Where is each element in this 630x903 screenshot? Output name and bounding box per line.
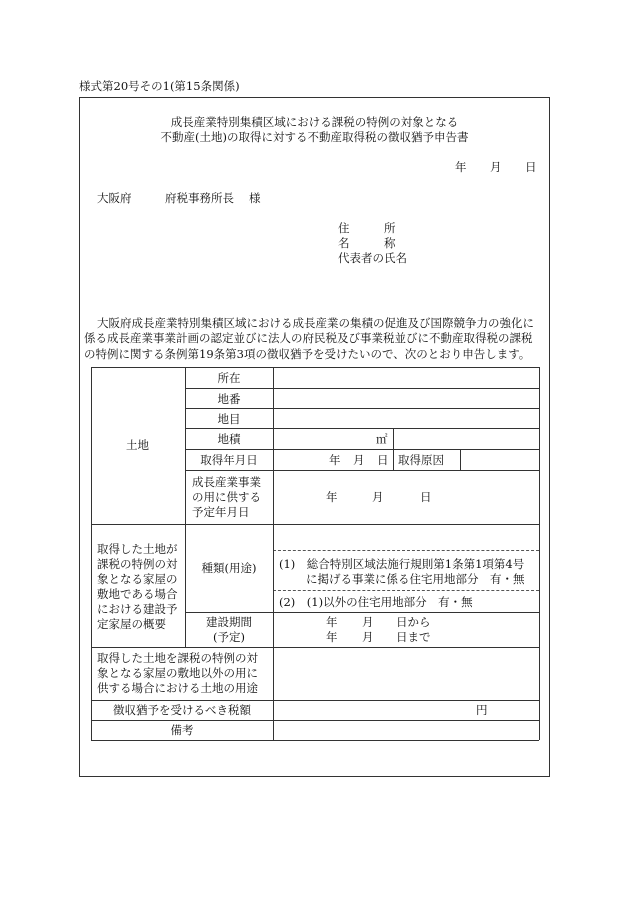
form-number: 様式第20号その1(第15条関係) <box>79 79 240 93</box>
land-label: 土地 <box>126 438 149 452</box>
area-label: 地積 <box>217 432 241 446</box>
planned-year: 年 <box>326 490 338 504</box>
acq-day: 日 <box>377 453 389 467</box>
lot-number-label: 地番 <box>217 392 241 406</box>
building-outline-line3: 象となる家屋の <box>97 572 178 586</box>
other-use-line1: 取得した土地を課税の特例の対 <box>97 651 258 665</box>
applicant-address-label: 住 所 <box>338 221 396 235</box>
yen-unit: 円 <box>476 703 488 717</box>
acquisition-date-label: 取得年月日 <box>200 453 258 467</box>
location-label: 所在 <box>217 371 241 385</box>
date-year: 年 <box>455 160 467 174</box>
type-label: 種類(用途) <box>201 561 257 575</box>
date-month: 月 <box>490 160 502 174</box>
body-line3: の特例に関する条例第19条第3項の徴収猶予を受けたいので、次のとおり申告します。 <box>84 347 531 361</box>
construction-period-line2: (予定) <box>213 630 245 644</box>
applicant-rep-label: 代表者の氏名 <box>338 251 407 265</box>
period-to-month: 月 <box>362 630 374 644</box>
title-line1: 成長産業特別集積区域における課税の特例の対象となる <box>170 115 459 129</box>
deferred-tax-label: 徴収猶予を受けるべき税額 <box>113 703 251 717</box>
building-outline-line4: 敷地である場合 <box>97 587 178 601</box>
date-day: 日 <box>525 160 537 174</box>
applicant-name-label: 名 称 <box>338 236 396 250</box>
planned-day: 日 <box>420 490 432 504</box>
period-to-suffix: 日まで <box>396 630 431 644</box>
building-outline-line6: 定家屋の概要 <box>97 617 166 631</box>
title-line2: 不動産(土地)の取得に対する不動産取得税の徴収猶予申告書 <box>160 130 469 144</box>
acq-month: 月 <box>353 453 365 467</box>
planned-use-date-line2: の用に供する <box>192 490 261 504</box>
type-option1-line1: (1) 総合特別区域法施行規則第1条第1項第4号 <box>279 557 525 571</box>
period-from-year: 年 <box>326 615 338 629</box>
planned-use-date-line3: 予定年月日 <box>192 505 250 519</box>
remarks-label: 備考 <box>170 723 194 737</box>
period-to-year: 年 <box>326 630 338 644</box>
period-from-suffix: 日から <box>396 615 431 629</box>
body-line1: 大阪府成長産業特別集積区域における成長産業の集積の促進及び国際競争力の強化に <box>97 316 534 330</box>
building-outline-line2: 課税の特例の対 <box>97 557 178 571</box>
building-outline-line1: 取得した土地が <box>97 542 178 556</box>
addressee-office: 府税事務所長 <box>165 191 234 205</box>
other-use-line2: 象となる家屋の敷地以外の用に <box>97 666 258 680</box>
type-option2: (2) (1)以外の住宅用地部分 有・無 <box>279 595 473 609</box>
body-line2: 係る成長産業事業計画の認定並びに法人の府民税及び事業税並びに不動産取得税の課税 <box>84 331 533 345</box>
area-unit: ㎡ <box>376 432 388 446</box>
period-from-month: 月 <box>362 615 374 629</box>
addressee-honorific: 様 <box>249 191 261 205</box>
planned-use-date-line1: 成長産業事業 <box>192 475 261 489</box>
type-option1-line2: に掲げる事業に係る住宅用地部分 有・無 <box>306 572 525 586</box>
land-category-label: 地目 <box>217 412 241 426</box>
other-use-line3: 供する場合における土地の用途 <box>97 681 258 695</box>
construction-period-line1: 建設期間 <box>206 615 252 629</box>
addressee-prefecture: 大阪府 <box>97 191 132 205</box>
acq-year: 年 <box>329 453 341 467</box>
acquisition-cause-label: 取得原因 <box>398 453 444 467</box>
planned-month: 月 <box>372 490 384 504</box>
building-outline-line5: における建設予 <box>97 602 178 616</box>
